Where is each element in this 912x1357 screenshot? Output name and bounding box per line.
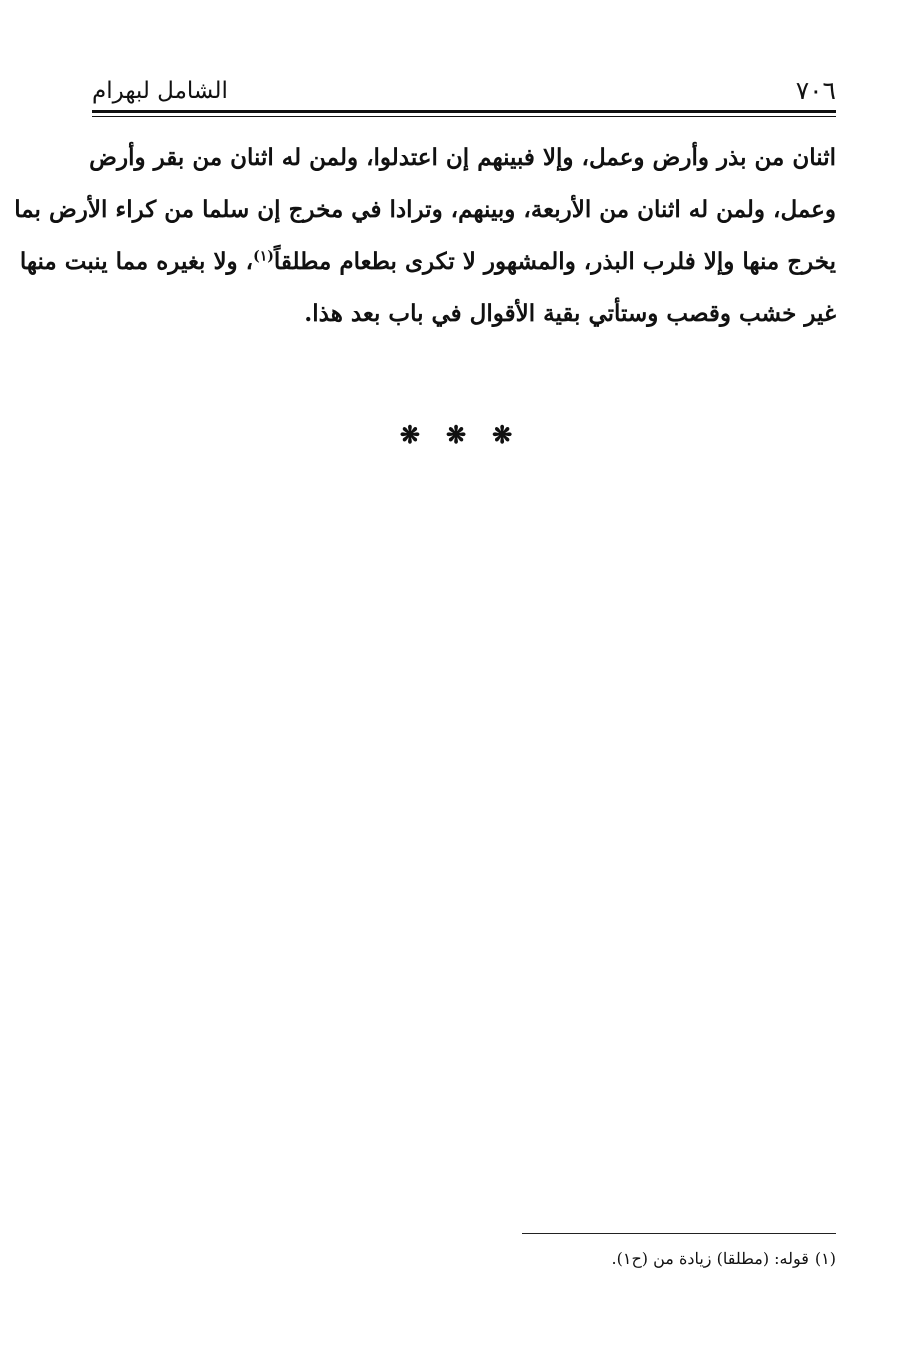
section-separator: [0, 418, 912, 452]
footnote-number: (١): [814, 1249, 836, 1268]
header-rule-thin: [92, 116, 836, 117]
footnote: [92, 1246, 836, 1272]
asterism-ornament-icon: ❋: [492, 420, 513, 449]
body-paragraph: [14, 132, 836, 340]
footnote-divider: [522, 1233, 836, 1234]
page-header: [92, 62, 836, 106]
body-line-segment: يخرج منها وإلا فلرب البذر، والمشهور لا تكرى بطعام مطلقاً: [273, 248, 836, 275]
body-line-segment: ، ولا بغيره مما ينبت منها: [19, 248, 254, 275]
body-line: وعمل، ولمن له اثنان من الأربعة، وبينهم، وترادا في مخرج إن سلما من كراء الأرض بما: [14, 196, 836, 223]
page-number: ٧٠٦: [795, 76, 836, 105]
footnote-text: قوله: (مطلقا) زيادة من (ح١).: [611, 1249, 809, 1268]
asterism-ornament-icon: ❋: [399, 420, 420, 449]
header-rule-thick: [92, 110, 836, 113]
asterism-ornament-icon: ❋: [445, 420, 467, 449]
body-line: اثنان من بذر وأرض وعمل، وإلا فبينهم إن اعتدلوا، ولمن له اثنان من بقر وأرض: [89, 144, 836, 171]
footnote-reference[interactable]: (١): [253, 248, 274, 265]
body-line: غير خشب وقصب وستأتي بقية الأقوال في باب بعد هذا.: [304, 300, 836, 327]
running-title: الشامل لبهرام: [92, 78, 228, 104]
body-line-with-footnote: [19, 236, 836, 288]
